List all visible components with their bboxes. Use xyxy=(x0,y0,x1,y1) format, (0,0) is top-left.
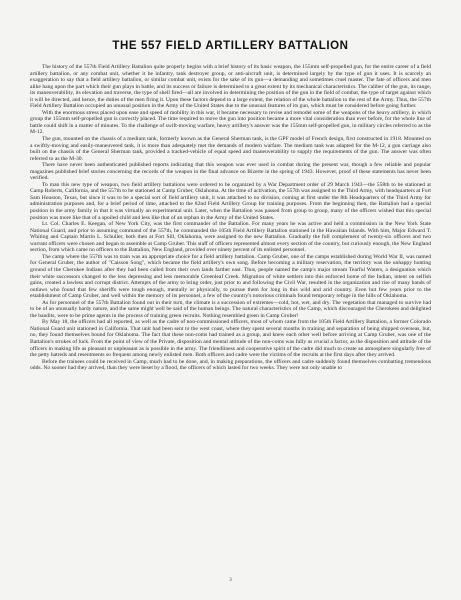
paragraph: With the enormous stress placed upon ease and speed of mobility in this war, it became necessary to revise and remodel some of the weapons of the heavy artillery, in which group the 155mm self-propelled gun is correctly placed. The time required to move the gun into position became a more vital consideration than ever before, for the whole line of battle could shift in a matter of minutes. To the challenge of swift-moving warfare, heavy artillery's answer was the 155mm self-propelled gun, in military circles referred to as the M-12. xyxy=(30,109,431,136)
document-body xyxy=(30,64,431,372)
paragraph: By May 18, the officers had all reported, as well as the cadre of non-commissioned officers, most of whom came from the 105th Field Artillery Battalion, a former Colorado National Guard unit stationed in California. That unit had been sent to the west coast, where they spent several months in training and separation of being shipped overseas, but, no, they found themselves bound for Oklahoma. The fact that these non-coms had trained as a group, and knew each other well before arriving at Camp Gruber, was one of the Battalion's strokes of luck. From the point of view of the Private, disposition and mental attitude of the non-coms was fully as crucial a factor, as the disposition and attitude of the officers in making life as pleasant or unpleasant as is possible in the army. The friendliness and cooperative spirit of the cadre did much to create an atmosphere singularly free of the petty hatreds and resentments so frequent among newly enlisted men. Both officers and cadre were the victims of the recruits at the first days after they arrived. xyxy=(30,319,431,359)
paragraph: Lt. Col. Charles E. Keegan, of New York City, was the first commander of the Battalion. For many years he was active and held a commission in the New York State National Guard, and prior to assuming command of the 557th, he commanded the 105th Field Artillery Battalion stationed in the Hawaiian Islands. With him, Major Edward T. Whiting and Captain Martin L. Schuller, both then at Fort Sill, Oklahoma, were assigned to the new Battalion. Gradually the full complement of twenty-six officers and two warrant officers were chosen and began to assemble at Camp Gruber. This staff of officers represented almost every section of the country, but curiously enough, the New England section, from which came no officers to the Battalion, New England, provided over ninety percent of its enlisted personnel. xyxy=(30,221,431,254)
paragraph: As for personnel of the 557th Battalion found out in their turn, the climate is a succession of extremes—cold, hot, wet, and dry. The vegetation that managed to survive had to be of an unusually hardy nature, and the same might well be said of the human beings. The natural characteristics of the Camp, which discouraged the Cherokees and delighted the bandits, were to be prime agents in the process of training green recruits. Nothing resembled green in Camp Gruber! xyxy=(30,299,431,319)
paragraph: There have never been authenticated published reports indicating that this weapon was ever used in combat during the present war, though a few reliable and popular magazines published brief stories concerning the records of the weapon in the final advance on Bizerte in the spring of 1943. However, proof of these statements has never been verified. xyxy=(30,162,431,182)
page-title: THE 557 FIELD ARTILLERY BATTALION xyxy=(112,40,349,52)
page-number: 3 xyxy=(229,578,232,583)
paragraph: Before the trainees could be received in Camp, much had to be done, and, in making preparations, the officers and cadre suddenly found themselves combatting tremendous odds. No sooner had they arrived, than they were beset by a flood, the officers of which lasted for two weeks. They were not only unable to xyxy=(30,358,431,372)
paragraph: The gun, mounted on the chassis of a medium tank, formerly known as the General Sherman tank, is the GPF model of French design, first constructed in 1918. Mounted on a swiftly-moving and easily-maneuvered tank, it is more than adequately met the demands of modern warfare. The medium tank was adapted for the M-12, a gun carriage also built on the chassis of the General Sherman tank, provided a tracked-vehicle of equal speed and maneuverability to supply the requirements of the gun. The answer was often referred to as the M-30. xyxy=(30,136,431,162)
paragraph: The camp where the 557th was to train was an appropriate choice for a field artillery battalion. Camp Gruber, one of the camps established during World War II, was named for General Gruber, the author of "Caisson Song", which became the field artillery's own song. Before becoming a military reservation, the territory was the unhappy hunting ground of the Cherokee Indians after they had been called from their own lands farther east. Thus, people named the camp's major stream Tearful Waters, a designation which their white successors changed to the less depressing and less memorable Greenleaf Creek. Migration of white settlers into this enforced home of the Indian, intent on selfish gains, created a lawless and corrupt district. Attempts of the army to bring order, just prior to and following the Civil War, resulted in the organization and rise of many bands of outlaws who found that few sheriffs were tough enough, mentally or physically, to pursue them for long in this wild and arid country. Even but few years prior to the establishment of Camp Gruber, and well within the memory of its personnel, a few of the country's notorious criminals found temporary refuge in the hills of Oklahoma. xyxy=(30,253,431,300)
paragraph: To man this new type of weapon, two field artillery battalions were ordered to be organized by a War Department order of 29 March 1943—the 558th to be stationed at Camp Roberts, California, and the 557th to be stationed at Camp Gruber, Oklahoma. At the time of activation, the 557th was assigned to the Third Army, with headquarters at Fort Sam Houston, Texas, but since it was to be a special sort of field artillery unit, it was attached to no division, coming at first under the 8th Headquarters of the Third Army for administration purposes and, for a brief period of time, attached to the 82nd Field Artillery Group for training purposes. From the beginning then, the Battalion had a special position in the army family in that it was virtually an experimental unit. Later, when the Battalion was passed from group to group, many of the officers wished that this special position was more like that of a spoiled child and less like that of an orphan in the Army of the United States. xyxy=(30,181,431,221)
paragraph: The history of the 557th Field Artillery Battalion quite properly begins with a brief history of its basic weapon, the 155mm self-propelled gun, for the entire career of a field artillery battalion, or any combat unit, whether it be infantry, tank destroyer group, or anti-aircraft unit, is determined largely by the type of gun it uses. It is scarcely an exaggeration to say that a field artillery battalion, or similar combat unit, exists for the sake of its gun—a demanding and sometimes cruel master. The fate of officers and men alike hang upon the part which their gun plays in battle, and its success or failure is determined to a great extent by its mechanical characteristics. The caliber of the gun, its range, its maneuverability, its elevation and traverse, the type of shell fired—all are involved in determining the position of the gun in the field of combat, the type of target against which it will be directed, and hence, the duties of the men firing it. Upon these factors depend to a large extent, the relation of the whole battalion to the rest of the Army. Thus, the 557th Field Artillery Battalion occupied an unusual position in the Army of the United States due to the unusual features of its gun, which must be considered before going further. xyxy=(30,64,431,110)
